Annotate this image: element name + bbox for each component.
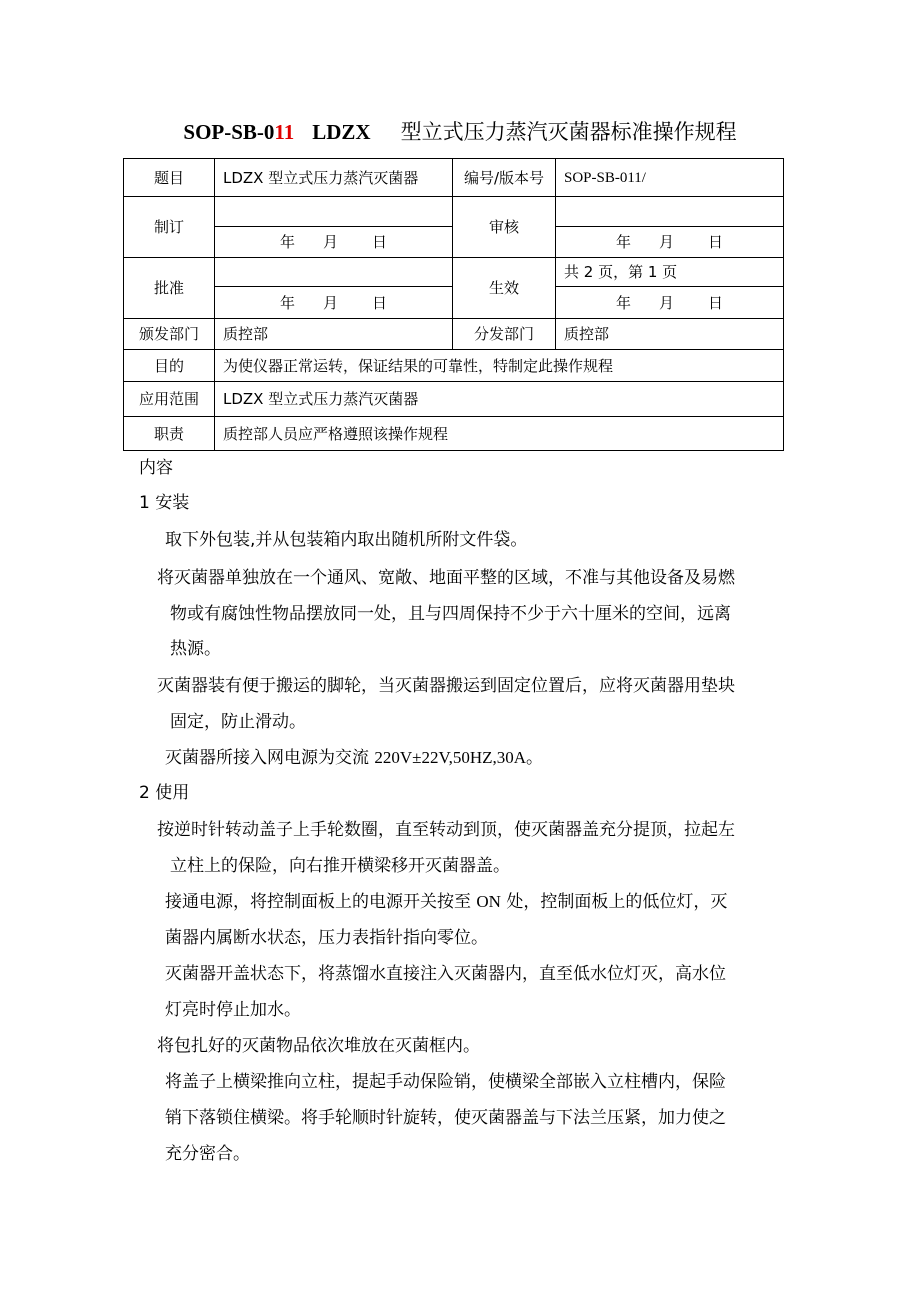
paragraph-line: 接通电源，将控制面板上的电源开关按至 ON 处，控制面板上的低位灯，灭 (165, 892, 728, 912)
drafted-date: 年 月 日 (215, 227, 453, 258)
title-code-red: 11 (274, 120, 295, 144)
approve-label: 批准 (124, 258, 215, 319)
paragraph-line: 灭菌器所接入网电源为交流 220V±22V,50HZ,30A。 (165, 748, 544, 768)
paragraph-line: 将包扎好的灭菌物品依次堆放在灭菌框内。 (157, 1036, 480, 1056)
number-label: 编号/版本号 (453, 159, 556, 197)
paragraph-line: 立柱上的保险，向右推开横梁移开灭菌器盖。 (170, 856, 510, 876)
effective-date: 年 月 日 (556, 287, 784, 319)
content-heading: 内容 (139, 458, 173, 478)
section-2-title: 2 使用 (139, 783, 190, 803)
drafted-label: 制订 (124, 197, 215, 258)
title-model: LDZX (312, 120, 371, 144)
distribution-value: 质控部 (556, 319, 784, 350)
title-name: 型立式压力蒸汽灭菌器标准操作规程 (400, 120, 737, 144)
paragraph-line: 热源。 (170, 639, 221, 659)
paragraph-line: 将盖子上横梁推向立柱，提起手动保险销，使横梁全部嵌入立柱槽内，保险 (165, 1072, 726, 1092)
paragraph-line: 将灭菌器单独放在一个通风、宽敞、地面平整的区域，不准与其他设备及易燃 (157, 568, 735, 588)
drafted-signature (215, 197, 453, 227)
paragraph-line: 菌器内属断水状态，压力表指针指向零位。 (165, 928, 488, 948)
topic-value: LDZX 型立式压力蒸汽灭菌器 (215, 159, 453, 197)
effective-label: 生效 (453, 258, 556, 319)
header-table (123, 158, 784, 451)
scope-value: LDZX 型立式压力蒸汽灭菌器 (215, 382, 784, 417)
issuing-dept-label: 颁发部门 (124, 319, 215, 350)
scope-label: 应用范围 (124, 382, 215, 417)
title-code: SOP-SB-011 (183, 120, 295, 144)
distribution-label: 分发部门 (453, 319, 556, 350)
paragraph-line: 充分密合。 (165, 1144, 250, 1164)
number-value: SOP-SB-011/ (556, 159, 784, 197)
section-1-title: 1 安装 (139, 493, 190, 513)
paragraph-line: 按逆时针转动盖子上手轮数圈，直至转动到顶，使灭菌器盖充分提顶，拉起左 (157, 820, 735, 840)
responsibility-value: 质控部人员应严格遵照该操作规程 (215, 417, 784, 451)
paragraph-line: 灭菌器装有便于搬运的脚轮，当灭菌器搬运到固定位置后，应将灭菌器用垫块 (157, 676, 735, 696)
document-title (0, 118, 920, 146)
paragraph-line: 销下落锁住横梁。将手轮顺时针旋转，使灭菌器盖与下法兰压紧，加力使之 (165, 1108, 726, 1128)
paragraph-line: 物或有腐蚀性物品摆放同一处，且与四周保持不少于六十厘米的空间，远离 (170, 604, 731, 624)
review-signature (556, 197, 784, 227)
page-info: 共 2 页，第 1 页 (556, 258, 784, 287)
purpose-value: 为使仪器正常运转，保证结果的可靠性，特制定此操作规程 (215, 350, 784, 382)
issuing-dept-value: 质控部 (215, 319, 453, 350)
purpose-label: 目的 (124, 350, 215, 382)
approve-signature (215, 258, 453, 287)
paragraph: 取下外包装,并从包装箱内取出随机所附文件袋。 (165, 530, 528, 550)
paragraph-line: 固定，防止滑动。 (170, 712, 306, 732)
paragraph-line: 灯亮时停止加水。 (165, 1000, 301, 1020)
topic-label: 题目 (124, 159, 215, 197)
review-date: 年 月 日 (556, 227, 784, 258)
approve-date: 年 月 日 (215, 287, 453, 319)
review-label: 审核 (453, 197, 556, 258)
paragraph-line: 灭菌器开盖状态下，将蒸馏水直接注入灭菌器内，直至低水位灯灭，高水位 (165, 964, 726, 984)
responsibility-label: 职责 (124, 417, 215, 451)
